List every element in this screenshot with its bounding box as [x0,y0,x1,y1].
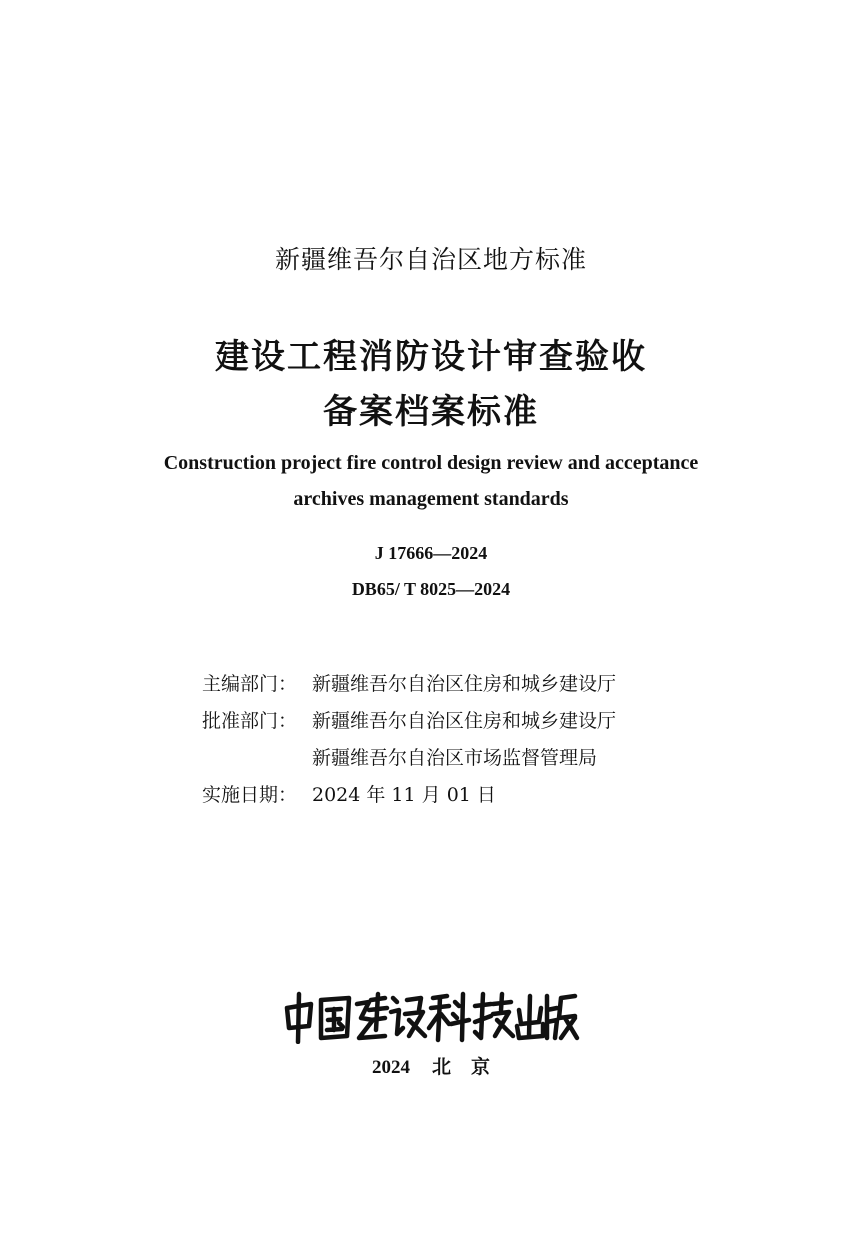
publisher-line [0,1052,862,1079]
approver-row-2 [202,738,616,775]
approver-value-2: 新疆维吾尔自治区市场监督管理局 [312,747,598,769]
publication-city: 北京 [431,1057,510,1078]
publisher-logo [281,990,581,1044]
editor-row [202,664,616,701]
standard-code-db: DB65/ T 8025—2024 [351,579,511,599]
issuing-info [202,664,616,812]
document-title-line-1: 建设工程消防设计审查验收 [215,337,647,377]
date-value: 2024 年 11 月 01 日 [312,784,496,806]
document-title-line-2: 备案档案标准 [323,392,539,432]
date-row [202,775,616,812]
approver-label: 批准部门： [202,710,298,732]
date-label: 实施日期： [202,784,298,806]
approver-value-1: 新疆维吾尔自治区住房和城乡建设厅 [312,710,617,732]
editor-label: 主编部门： [202,673,298,695]
english-title-line-2: archives management standards [293,488,569,510]
publication-year: 2024 [371,1057,410,1078]
publisher-calligraphy-logo [281,990,581,1044]
english-title-line-1: Construction project fire control design review and acceptance [163,452,699,474]
standard-code-j: J 17666—2024 [374,543,488,563]
region-standard-label: 新疆维吾尔自治区地方标准 [274,245,587,274]
approver-row [202,701,616,738]
editor-value: 新疆维吾尔自治区住房和城乡建设厅 [312,673,617,695]
